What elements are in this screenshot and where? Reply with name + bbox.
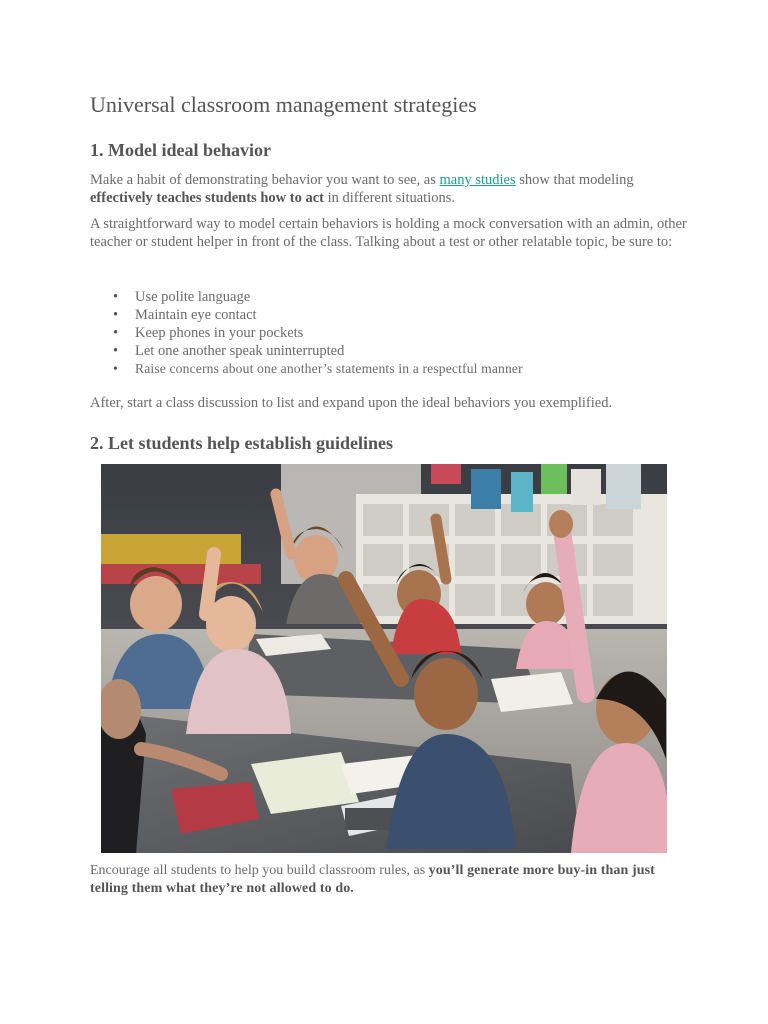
behavior-list [90,288,523,378]
habit-text-pre: Make a habit of demonstrating behavior you want to see, as [90,172,440,188]
habit-text-bold: effectively teaches students how to act [90,189,324,206]
section-heading-guidelines: 2. Let students help establish guidelines [90,433,394,453]
paragraph-encourage [90,862,680,898]
section-heading-model-behavior: 1. Model ideal behavior [90,140,271,160]
paragraph-habit [90,172,690,207]
classroom-photo [101,464,667,853]
page-title: Universal classroom management strategies [90,92,477,117]
paragraph-straightforward: A straightforward way to model certain behaviors is holding a mock conversation with an admin, other teacher or student helper in front of the class. Talking about a test or other relatable topic, be sure to: [90,216,687,250]
list-item: • Use polite language [135,288,523,306]
encourage-text-bold: you’ll generate more buy-in than just telling them what they’re not allowed to do. [90,863,655,896]
list-item: • Maintain eye contact [135,306,523,324]
list-item: • Let one another speak uninterrupted [135,342,523,360]
many-studies-link[interactable]: many studies [439,172,516,188]
habit-text-post: in different situations. [323,189,455,206]
encourage-text-pre: Encourage all students to help you build classroom rules, as [90,863,429,878]
paragraph-after: After, start a class discussion to list and expand upon the ideal behaviors you exemplified. [90,395,613,411]
list-item: • Raise concerns about one another’s statements in a respectful manner [135,360,523,378]
list-item: • Keep phones in your pockets [135,324,523,342]
habit-text-mid: show that modeling [515,172,634,188]
